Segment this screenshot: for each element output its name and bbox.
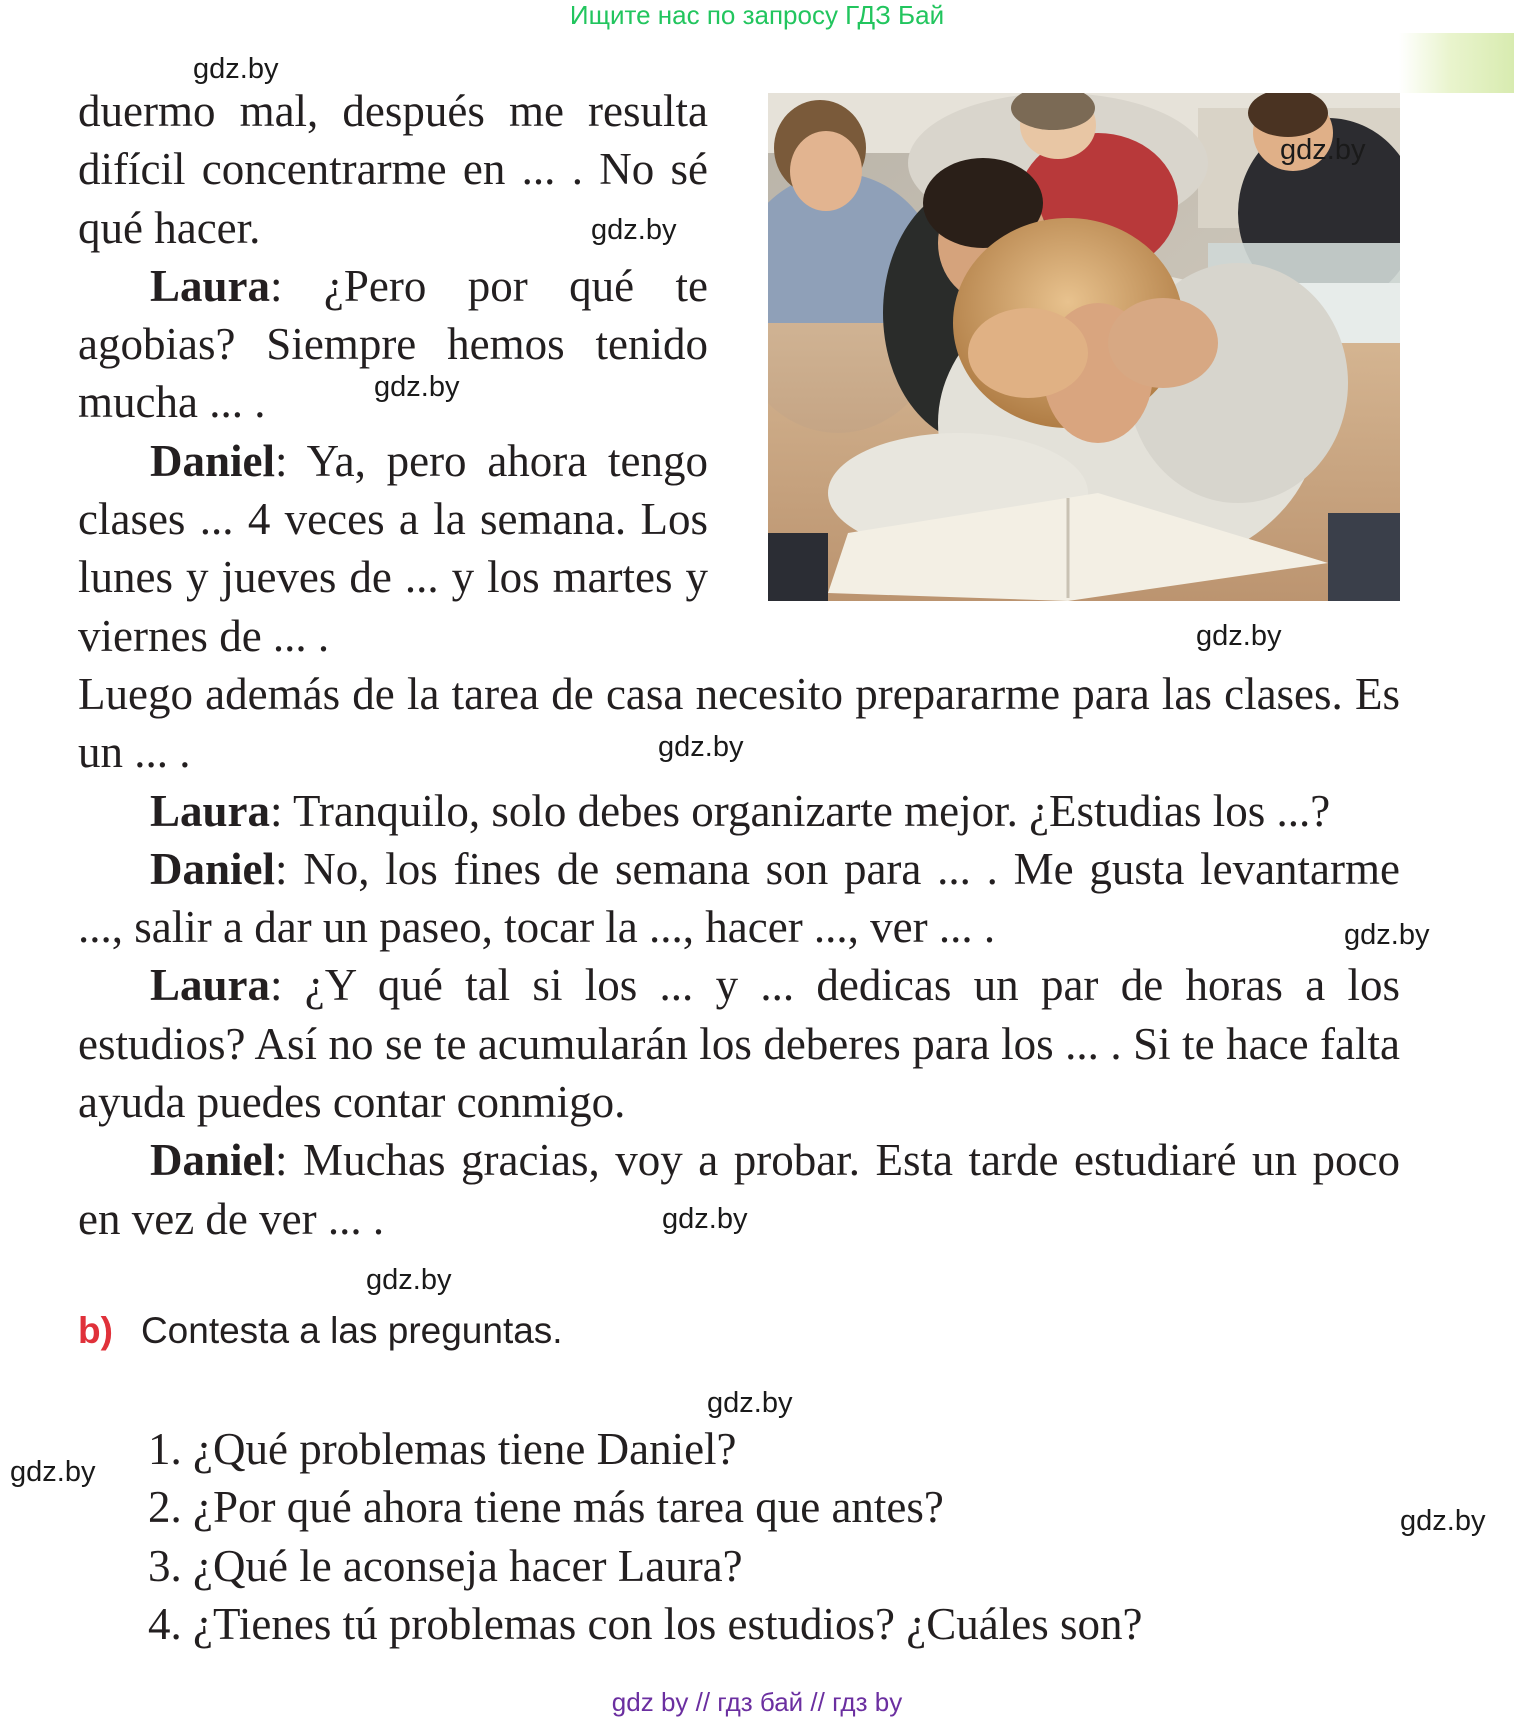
watermark: gdz.by — [658, 731, 744, 763]
watermark: gdz.by — [374, 371, 460, 403]
paragraph-laura-1 — [78, 257, 708, 432]
watermark: gdz.by — [1400, 1505, 1486, 1537]
speech-text: : Ya, pero ahora tengo clases ... 4 veces a la semana. Los lunes y jueves de ... y los martes y viernes de ... . — [78, 435, 708, 661]
watermark: gdz.by — [1280, 134, 1366, 166]
speaker-name: Daniel — [150, 843, 276, 894]
page-corner-tab — [1399, 33, 1514, 93]
classroom-photo-illustration — [768, 93, 1400, 601]
watermark: gdz.by — [1196, 620, 1282, 652]
paragraph-daniel-2 — [78, 432, 708, 665]
footer-links: gdz by // гдз бай // гдз by — [611, 1687, 903, 1717]
watermark: gdz.by — [10, 1456, 96, 1488]
speech-text: : Muchas gracias, voy a probar. Esta tarde estudiaré un poco en vez de ver ... . — [78, 1135, 1400, 1244]
speech-text: : ¿Pero por qué te agobias? Siempre hemos tenido mucha ... . — [78, 260, 708, 428]
paragraph-daniel-3 — [78, 840, 1400, 957]
paragraph-laura-3 — [78, 956, 1400, 1131]
speaker-name: Daniel — [150, 435, 276, 486]
paragraph-daniel-continuation: duermo mal, después me resulta difícil concentrarme en ... . No sé qué hacer. — [78, 86, 708, 253]
speaker-name: Laura — [150, 785, 271, 836]
watermark: gdz.by — [193, 53, 279, 85]
paragraph-daniel-2-continuation: Luego además de la tarea de casa necesito prepararme para las clases. Es un ... . — [78, 669, 1400, 778]
task-b-heading — [78, 1309, 563, 1353]
speech-text: : Tranquilo, solo debes organizarte mejor. ¿Estudias los ...? — [270, 785, 1331, 836]
question-item: 4. ¿Tienes tú problemas con los estudios? ¿Cuáles son? — [148, 1598, 1143, 1649]
watermark: gdz.by — [707, 1387, 793, 1419]
stressed-student-photo — [768, 93, 1400, 601]
speaker-name: Laura — [150, 960, 271, 1011]
question-item: 1. ¿Qué problemas tiene Daniel? — [148, 1424, 737, 1474]
watermark: gdz.by — [366, 1264, 452, 1296]
task-letter: b) — [78, 1310, 113, 1351]
question-list — [148, 1420, 1348, 1653]
watermark: gdz.by — [662, 1203, 748, 1235]
watermark: gdz.by — [1344, 919, 1430, 951]
paragraph-laura-2 — [78, 782, 1400, 840]
speech-text: : ¿Y qué tal si los ... y ... dedicas un par de horas a los estudios? Así no se te acumularán los deberes para los ... . Si te hace falta ayuda puedes contar conmigo. — [78, 960, 1400, 1128]
question-item: 3. ¿Qué le aconseja hacer Laura? — [148, 1540, 743, 1591]
watermark: gdz.by — [591, 214, 677, 246]
speech-text: : No, los fines de semana son para ... . Me gusta levantarme ..., salir a dar un paseo, tocar la ..., hacer ..., ver ... . — [78, 843, 1400, 953]
top-banner: Ищите нас по запросу ГДЗ Бай — [569, 0, 945, 30]
speaker-name: Laura — [150, 260, 271, 311]
speaker-name: Daniel — [150, 1135, 276, 1186]
task-instruction: Contesta a las preguntas. — [140, 1310, 563, 1351]
question-item: 2. ¿Por qué ahora tiene más tarea que antes? — [148, 1482, 944, 1533]
